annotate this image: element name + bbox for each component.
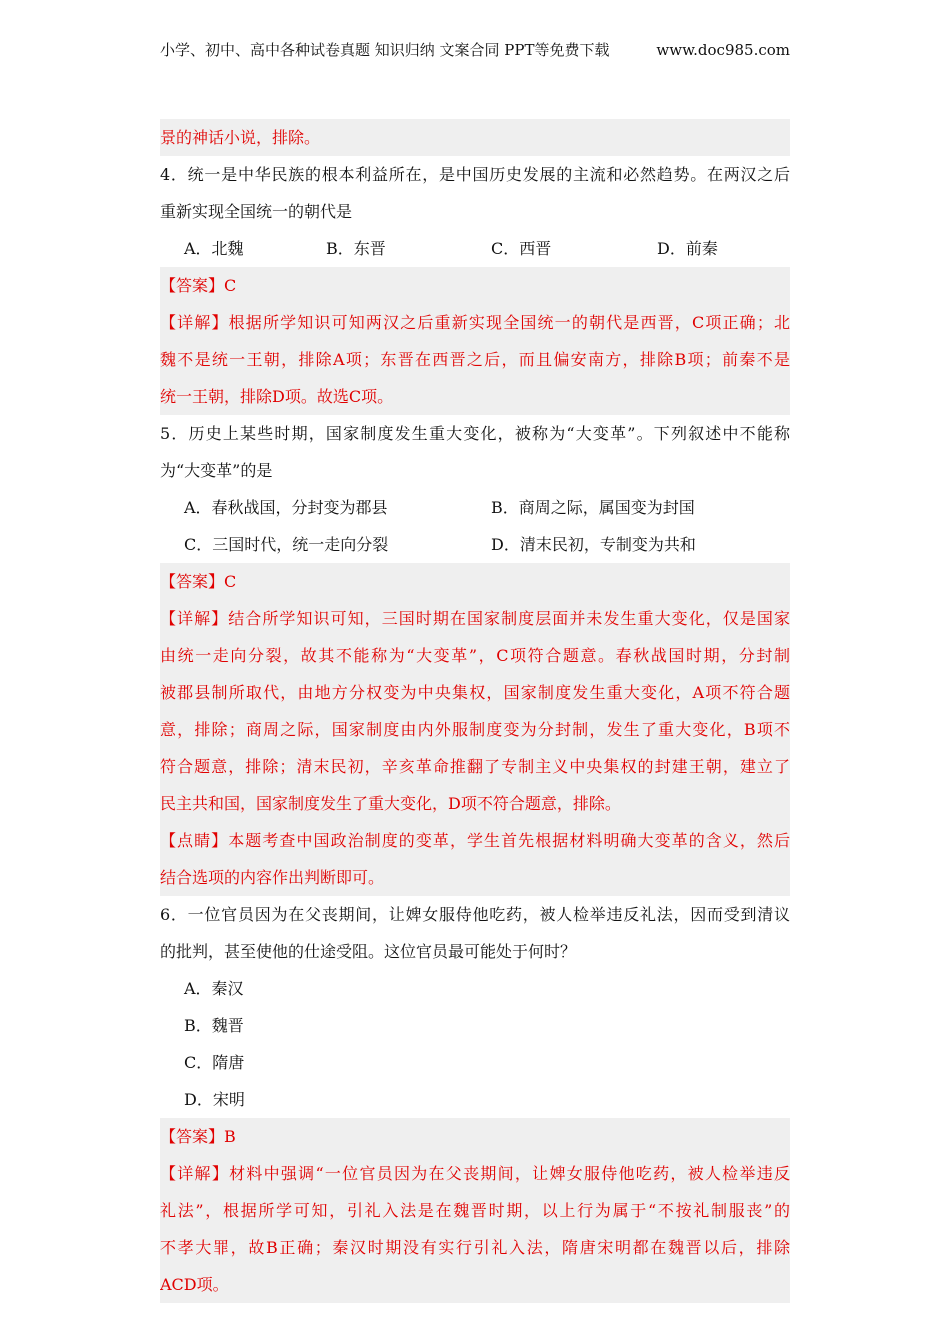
question-5-line-1: 5．历史上某些时期，国家制度发生重大变化，被称为“大变革”。下列叙述中不能称 xyxy=(160,424,790,443)
page-header xyxy=(160,40,790,60)
detail-label: 【详解】 xyxy=(160,313,229,332)
detail-5-line-6: 民主共和国，国家制度发生了重大变化，D项不符合题意，排除。 xyxy=(160,794,621,813)
option-b: B．商周之际，属国变为封国 xyxy=(491,498,695,517)
option-c: C．隋唐 xyxy=(184,1053,245,1072)
question-6-line-2: 的批判，甚至使他的仕途受阻。这位官员最可能处于何时？ xyxy=(160,942,577,961)
option-d: D．宋明 xyxy=(184,1090,245,1109)
answer-label: 【答案】 xyxy=(160,572,225,591)
header-left-text: 小学、初中、高中各种试卷真题 知识归纳 文案合同 PPT等免费下载 xyxy=(160,41,610,59)
detail-5-line-5: 符合题意，排除；清末民初，辛亥革命推翻了专制主义中央集权的封建王朝，建立了 xyxy=(160,757,790,776)
detail-6-line-2: 礼法”，根据所学可知，引礼入法是在魏晋时期，以上行为属于“不按礼制服丧”的 xyxy=(160,1201,790,1220)
option-a: A．北魏 xyxy=(184,239,244,258)
header-website: www.doc985.com xyxy=(656,41,790,59)
answer-block-5 xyxy=(160,563,790,896)
exam-content xyxy=(160,119,790,1303)
detail-5-line-2: 由统一走向分裂，故其不能称为“大变革”，C项符合题意。春秋战国时期，分封制 xyxy=(160,646,790,665)
option-a: A．春秋战国，分封变为郡县 xyxy=(184,498,388,517)
detail-6-line-4: ACD项。 xyxy=(160,1275,229,1294)
detail-5-line-3: 被郡县制所取代，由地方分权变为中央集权，国家制度发生重大变化，A项不符合题 xyxy=(160,683,790,702)
question-4-line-2: 重新实现全国统一的朝代是 xyxy=(160,202,353,221)
note-5-line-2: 结合选项的内容作出判断即可。 xyxy=(160,868,385,887)
answer-label: 【答案】 xyxy=(160,1127,225,1146)
detail-text: 根据所学知识可知两汉之后重新实现全国统一的朝代是西晋，C项正确；北 xyxy=(228,313,790,332)
previous-answer-tail: 景的神话小说，排除。 xyxy=(160,128,321,147)
note-label: 【点睛】 xyxy=(160,831,229,850)
option-b: B．东晋 xyxy=(326,239,386,258)
detail-6-line-1 xyxy=(160,1155,790,1192)
option-b: B．魏晋 xyxy=(184,1016,244,1035)
answer-value: C xyxy=(224,572,237,591)
option-d: D．清末民初，专制变为共和 xyxy=(491,535,696,554)
detail-text: 材料中强调“一位官员因为在父丧期间，让婢女服侍他吃药，被人检举违反 xyxy=(229,1164,790,1183)
answer-value: C xyxy=(224,276,237,295)
detail-4-line-2: 魏不是统一王朝，排除A项；东晋在西晋之后，而且偏安南方，排除B项；前秦不是 xyxy=(160,350,790,369)
option-a: A．秦汉 xyxy=(184,979,244,998)
question-6-line-1: 6．一位官员因为在父丧期间，让婢女服侍他吃药，被人检举违反礼法，因而受到清议 xyxy=(160,905,790,924)
answer-value: B xyxy=(224,1127,236,1146)
detail-label: 【详解】 xyxy=(160,609,229,628)
question-5-options-row-1 xyxy=(160,489,790,526)
detail-5-line-4: 意，排除；商周之际，国家制度由内外服制度变为分封制，发生了重大变化，B项不 xyxy=(160,720,790,739)
option-c: C．西晋 xyxy=(491,239,552,258)
question-5-line-2: 为“大变革”的是 xyxy=(160,461,273,480)
question-4-line-1: 4．统一是中华民族的根本利益所在，是中国历史发展的主流和必然趋势。在两汉之后 xyxy=(160,165,790,184)
answer-4 xyxy=(160,267,790,304)
question-5 xyxy=(160,415,790,563)
previous-answer-block xyxy=(160,119,790,156)
answer-5 xyxy=(160,563,790,600)
note-text: 本题考查中国政治制度的变革，学生首先根据材料明确大变革的含义，然后 xyxy=(228,831,790,850)
answer-block-6 xyxy=(160,1118,790,1303)
answer-block-4 xyxy=(160,267,790,415)
detail-6-line-3: 不孝大罪，故B正确；秦汉时期没有实行引礼入法，隋唐宋明都在魏晋以后，排除 xyxy=(160,1238,790,1257)
detail-4-line-3: 统一王朝，排除D项。故选C项。 xyxy=(160,387,394,406)
answer-label: 【答案】 xyxy=(160,276,225,295)
detail-label: 【详解】 xyxy=(160,1164,230,1183)
detail-text: 结合所学知识可知，三国时期在国家制度层面并未发生重大变化，仅是国家 xyxy=(228,609,790,628)
detail-4-line-1 xyxy=(160,304,790,341)
question-6 xyxy=(160,896,790,1118)
note-5-line-1 xyxy=(160,822,790,859)
question-5-options-row-2 xyxy=(160,526,790,563)
detail-5-line-1 xyxy=(160,600,790,637)
question-4 xyxy=(160,156,790,267)
option-c: C．三国时代，统一走向分裂 xyxy=(184,535,389,554)
question-4-options xyxy=(160,230,790,267)
option-d: D．前秦 xyxy=(657,239,718,258)
answer-6 xyxy=(160,1118,790,1155)
